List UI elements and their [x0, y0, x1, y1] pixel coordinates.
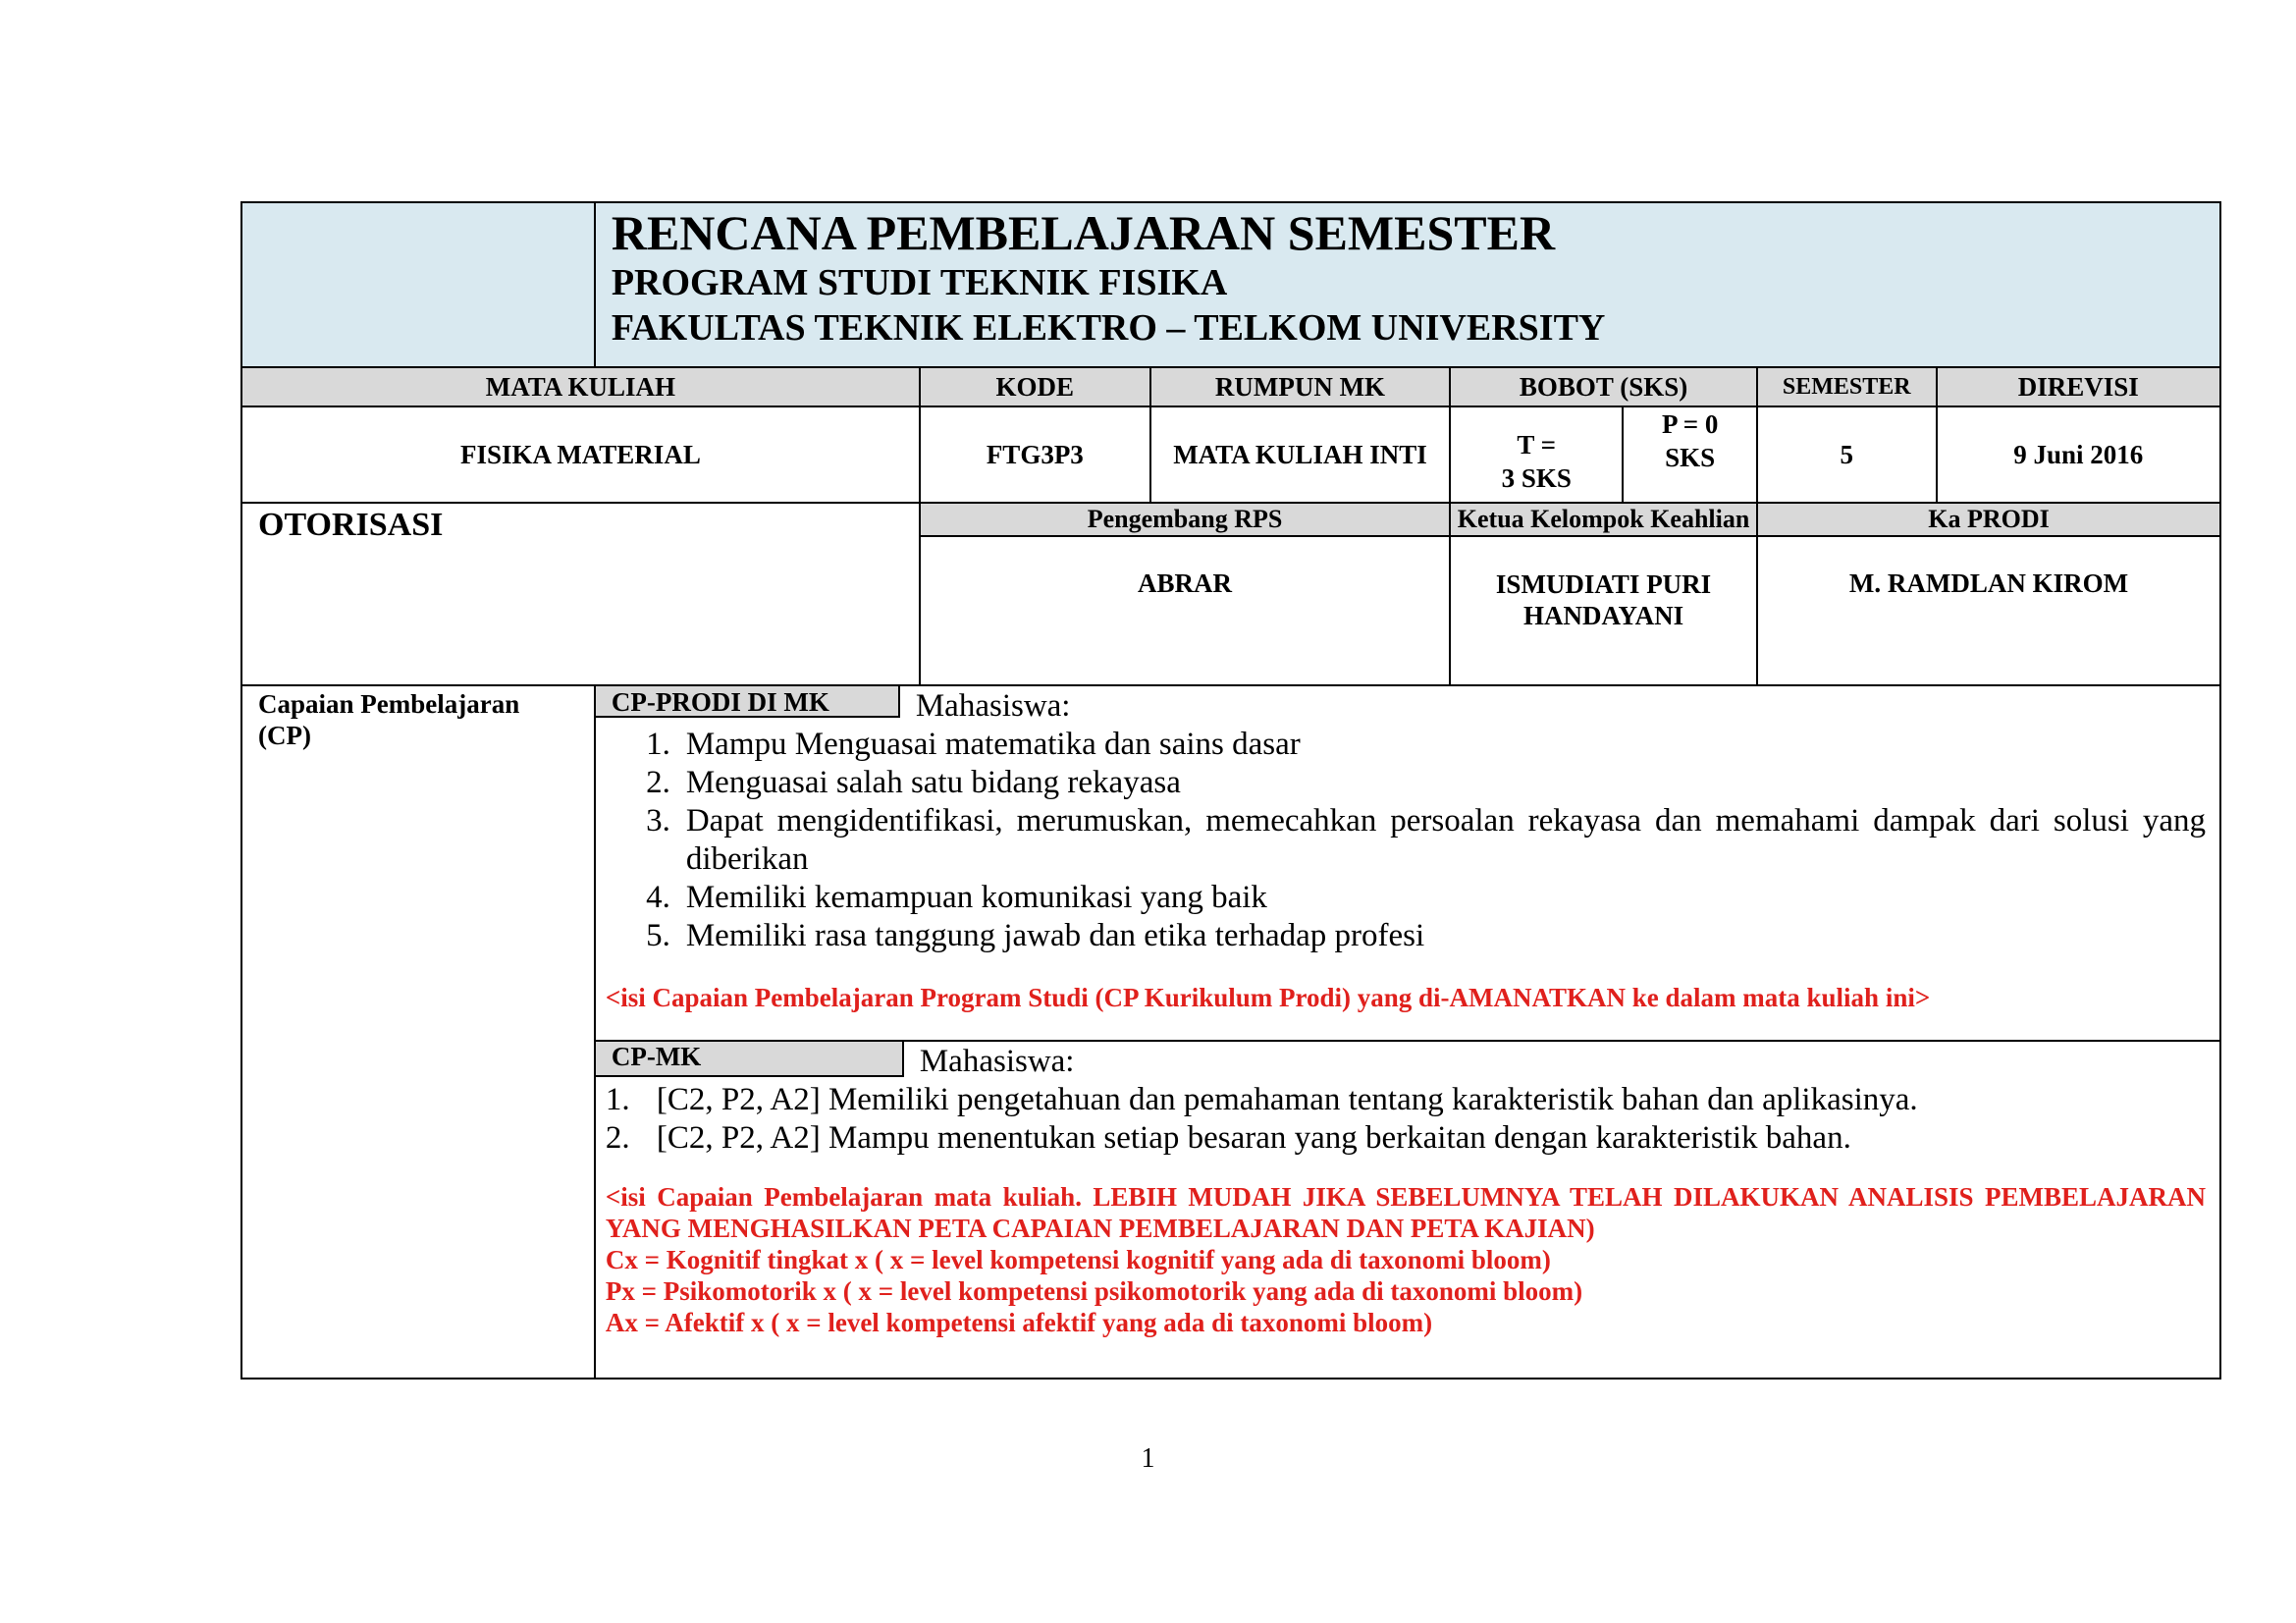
cp-label-cell	[241, 685, 595, 1379]
course-value-row	[241, 406, 2220, 503]
cp-prodi-list	[596, 726, 2219, 955]
header-direvisi: DIREVISI	[1937, 367, 2220, 406]
cp-mk-note-cx: Cx = Kognitif tingkat x ( x = level kompetensi kognitif yang ada di taxonomi bloom)	[605, 1245, 1551, 1274]
otorisasi-header-row	[241, 503, 2220, 536]
kk-name-line1: ISMUDIATI PURI	[1495, 569, 1712, 599]
cp-label: Capaian Pembelajaran (CP)	[258, 689, 520, 750]
bobot-p-line1: P = 0	[1661, 409, 1719, 439]
cp-prodi-row	[241, 685, 2220, 1041]
list-item: 3. Dapat mengidentifikasi, merumuskan, memecahkan persoalan rekayasa dan memahami dampak dari solusi yang diberikan	[646, 803, 2206, 877]
list-item: 5. Memiliki rasa tanggung jawab dan etika terhadap profesi	[646, 918, 1425, 953]
kk-name-line2: HANDAYANI	[1523, 601, 1684, 630]
otorisasi-label: OTORISASI	[258, 507, 444, 543]
value-mata-kuliah: FISIKA MATERIAL	[241, 406, 920, 503]
bobot-t-line2: 3 SKS	[1501, 463, 1572, 493]
rps-document	[240, 201, 2221, 1380]
cp-prodi-mahasiswa: Mahasiswa:	[915, 688, 1071, 724]
course-header-row	[241, 367, 2220, 406]
value-bobot-t	[1450, 406, 1623, 503]
header-blank-cell	[241, 202, 595, 367]
value-semester: 5	[1757, 406, 1937, 503]
value-direvisi: 9 Juni 2016	[1937, 406, 2220, 503]
value-kode: FTG3P3	[920, 406, 1150, 503]
program-title: PROGRAM STUDI TEKNIK FISIKA	[611, 262, 1228, 303]
kk-name	[1450, 536, 1757, 685]
cp-mk-cell	[595, 1041, 2220, 1379]
cp-mk-note-ax: Ax = Afektif x ( x = level kompetensi afektif yang ada di taxonomi bloom)	[605, 1308, 1433, 1337]
list-item: 4. Memiliki kemampuan komunikasi yang baik	[646, 880, 1267, 915]
cp-mk-mahasiswa: Mahasiswa:	[919, 1044, 1075, 1079]
bobot-p-line2: SKS	[1665, 443, 1716, 472]
cp-mk-label: CP-MK	[596, 1042, 904, 1077]
otorisasi-cell	[241, 503, 920, 685]
list-item: 2. [C2, P2, A2] Mampu menentukan setiap besaran yang berkaitan dengan karakteristik bahan.	[605, 1120, 1851, 1156]
cp-prodi-cell	[595, 685, 2220, 1041]
list-item: 2. Menguasai salah satu bidang rekayasa	[646, 765, 1181, 800]
value-bobot-p	[1623, 406, 1757, 503]
cp-prodi-label: CP-PRODI DI MK	[596, 686, 900, 718]
value-rumpun: MATA KULIAH INTI	[1150, 406, 1450, 503]
rps-table	[240, 201, 2221, 1380]
pengembang-name: ABRAR	[920, 536, 1450, 685]
list-item: 1. [C2, P2, A2] Memiliki pengetahuan dan pemahaman tentang karakteristik bahan dan aplikasinya.	[605, 1082, 1918, 1117]
kaprodi-name: M. RAMDLAN KIROM	[1757, 536, 2220, 685]
pengembang-label: Pengembang RPS	[920, 503, 1450, 536]
header-title-cell	[595, 202, 2220, 367]
cp-mk-note-px: Px = Psikomotorik x ( x = level kompetensi psikomotorik yang ada di taxonomi bloom)	[605, 1276, 1583, 1306]
faculty-title: FAKULTAS TEKNIK ELEKTRO – TELKOM UNIVERSITY	[611, 307, 1606, 349]
list-item: 1. Mampu Menguasai matematika dan sains dasar	[646, 727, 1301, 762]
cp-mk-note-main: <isi Capaian Pembelajaran mata kuliah. LEBIH MUDAH JIKA SEBELUMNYA TELAH DILAKUKAN ANALISIS PEMBELAJARAN YANG MENGHASILKAN PETA CAPAIAN PEMBELAJARAN DAN PETA KAJIAN)	[605, 1182, 2206, 1243]
header-rumpun: RUMPUN MK	[1150, 367, 1450, 406]
cp-mk-list	[596, 1081, 2219, 1158]
kk-label: Ketua Kelompok Keahlian	[1450, 503, 1757, 536]
cp-mk-note	[596, 1158, 2219, 1338]
page-number: 1	[1141, 1443, 1155, 1474]
bobot-t-line1: T =	[1517, 430, 1557, 460]
header-mata-kuliah: MATA KULIAH	[241, 367, 920, 406]
header-kode: KODE	[920, 367, 1150, 406]
kaprodi-label: Ka PRODI	[1757, 503, 2220, 536]
header-bobot: BOBOT (SKS)	[1450, 367, 1757, 406]
header-row	[241, 202, 2220, 367]
cp-prodi-note: <isi Capaian Pembelajaran Program Studi (CP Kurikulum Prodi) yang di-AMANATKAN ke dalam mata kuliah ini>	[605, 983, 1931, 1012]
header-semester: SEMESTER	[1757, 367, 1937, 406]
document-title: RENCANA PEMBELAJARAN SEMESTER	[611, 205, 1556, 260]
